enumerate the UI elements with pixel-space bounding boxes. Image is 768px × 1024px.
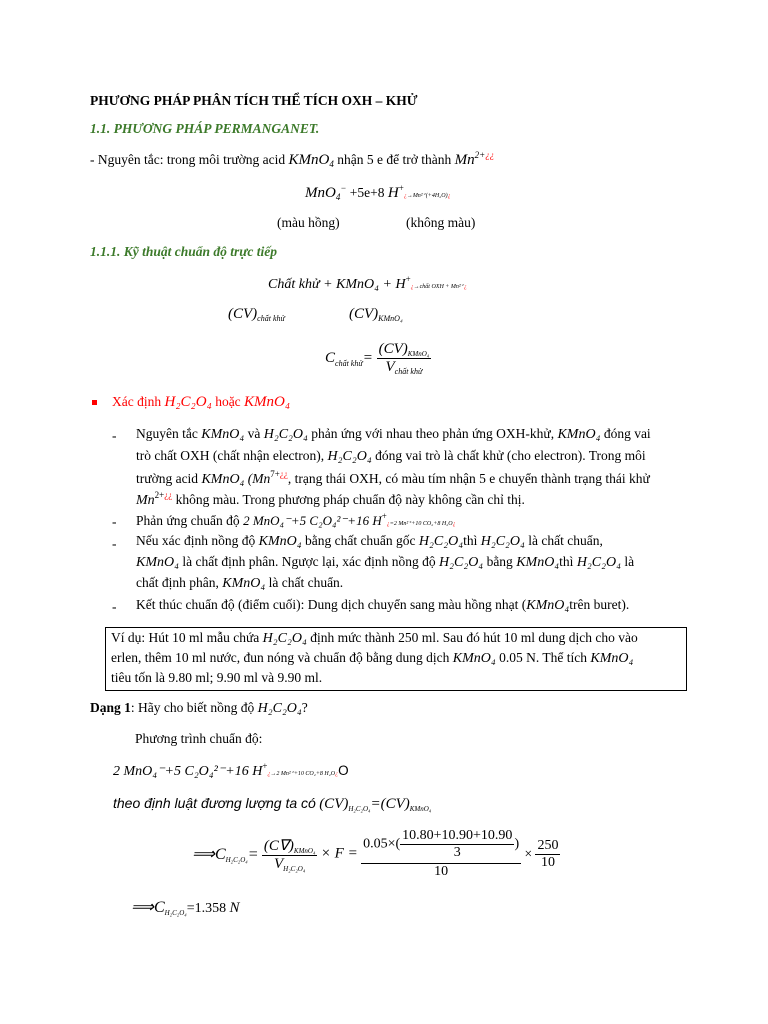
p2-line: Phản ứng chuẩn độ 2 MnO₄⁻+5 C₂O₄²⁻+16 H+¿=2 Mn²⁺+10 CO₂+8 H₂O¿: [136, 511, 456, 528]
bullet-kmno4: KMnO₄: [244, 394, 291, 410]
cv-reducer-sub: chất khử: [257, 314, 285, 323]
dash-2: -: [112, 514, 117, 529]
bullet-heading: [112, 394, 290, 411]
c-den-sub: chất khử: [394, 367, 423, 376]
cv-reducer: [228, 306, 285, 323]
equation-1: MnO$_4$− +5e+8 H+¿→Mn²⁺(+4H₂O)¿: [305, 183, 451, 202]
cv-kmno4-sub: KMnO₄: [378, 314, 403, 323]
principle-prefix: - Nguyên tắc: trong môi trường acid: [90, 152, 286, 167]
c-formula: $C_{chất khử}=$ $\frac{(CV)_{KMnO_4}}{V_{chất khử}}$: [325, 341, 430, 376]
equation-3: 2 MnO₄⁻+5 C₂O₄²⁻+16 H+¿→2 Mn²⁺+10 CO₂+8 H₂O¿O: [113, 761, 349, 779]
calc-fraction-2: 0.05×( $\frac{10.80+10.90+10.90}{3}$ ) 10: [363, 828, 520, 879]
ex-line1: Ví dụ: Hút 10 ml mẫu chứa H₂C₂O₄ định mức thành 250 ml. Sau đó hút 10 ml dung dịch cho vào: [111, 630, 638, 646]
eq1-tiny: Mn²⁺(+4H₂O): [412, 193, 448, 199]
eq1-h: H: [387, 185, 399, 201]
mn-text: Mn: [454, 152, 475, 168]
dang1-line: Dạng 1: Hãy cho biết nồng độ H₂C₂O₄?: [90, 700, 308, 716]
c-fraction: [377, 341, 432, 376]
eq1-left: MnO: [305, 185, 336, 201]
ex-line2: erlen, thêm 10 ml nước, đun nóng và chuẩn độ bằng dung dịch KMnO₄ 0.05 N. Thể tích KMnO₄: [111, 650, 634, 666]
p4-line: Kết thúc chuẩn độ (điểm cuối): Dung dịch chuyển sang màu hồng nhạt (KMnO₄trên buret).: [136, 597, 630, 613]
c-num-sub: KMnO₄: [407, 350, 430, 358]
principle-kmno4: KMnO$_4$: [288, 152, 334, 169]
ex-line3: tiêu tốn là 9.80 ml; 9.90 ml và 9.90 ml.: [111, 670, 323, 685]
equation-2: Chất khử + KMnO₄ + H+¿→chất OXH + Mn²⁺¿: [268, 274, 467, 292]
eq2-main: Chất khử + KMnO₄ + H: [268, 277, 406, 292]
eq-title: Phương trình chuẩn độ:: [135, 731, 263, 746]
cv-kmno4-text: (CV): [349, 306, 379, 322]
section-1-1-heading: 1.1. PHƯƠNG PHÁP PERMANGANET.: [90, 121, 320, 136]
color-none-label: (không màu): [406, 215, 476, 230]
c-num: (CV): [378, 341, 408, 357]
kmno4-text: KMnO: [288, 152, 330, 168]
c-den: V: [385, 359, 395, 375]
principle-mid: nhận 5 e để trở thành: [337, 152, 452, 167]
c-label: C: [325, 349, 336, 366]
bullet-h2c2o4: H₂C₂O₄: [164, 394, 212, 410]
red-bullet-icon: [92, 400, 97, 405]
principle-line: [90, 150, 494, 169]
result-line: $⟹C_{H_2C_2O_4}=1.358$ N: [131, 899, 240, 917]
cv-kmno4: [349, 306, 403, 323]
doc-title: PHƯƠNG PHÁP PHÂN TÍCH THỂ TÍCH OXH – KHỬ: [90, 93, 418, 108]
bullet-heading-text: Xác định: [112, 394, 162, 409]
p3-line3: chất định phân, KMnO₄ là chất chuẩn.: [136, 575, 344, 591]
p3-line1: Nếu xác định nồng độ KMnO₄ bằng chất chuẩn gốc H₂C₂O₄thì H₂C₂O₄ là chất chuẩn,: [136, 533, 603, 549]
dash-3: -: [112, 536, 117, 551]
dash-4: -: [112, 599, 117, 614]
p1-line3: trường acid KMnO₄ ($Mn^{7+¿¿}$, trạng thái OXH, có màu tím nhận 5 e chuyển thành trạng thái khử: [136, 469, 650, 487]
calc-fraction-3: $\frac{250}{10}$: [537, 837, 559, 870]
bullet-or: hoặc: [215, 394, 241, 409]
p1-line2: trò chất OXH (chất nhận electron), H₂C₂O₄ đóng vai trò là chất khử (cho electron). Trong môi: [136, 448, 646, 464]
section-1-1-1-heading: 1.1.1. Kỹ thuật chuẩn độ trực tiếp: [90, 244, 277, 259]
cv-reducer-text: (CV): [228, 306, 258, 322]
p3-line2: KMnO₄ là chất định phân. Ngược lại, xác định nồng độ H₂C₂O₄ bằng KMnO₄thì H₂C₂O₄ là: [136, 554, 635, 570]
p1-line4: $Mn^{2+¿¿}$ không màu. Trong phương pháp chuẩn độ này không cần chỉ thị.: [136, 490, 525, 508]
calc-line: ⟹CH₂C₂O₄= $\frac{(C\nabla)_{KMnO_4}}{V_{H_2C_2O_4}}$ × F = 0.05×( $\frac{10.80+10.90+10.90}{3}$ ) 10 × $\frac{250}{10}$: [192, 828, 559, 879]
principle-mn: $Mn^{2+¿¿}$: [454, 150, 495, 168]
dash-1: -: [112, 428, 117, 443]
color-pink-label: (màu hồng): [277, 215, 340, 230]
theo-line: theo định luật đương lượng ta có $(CV)_{H_2C_2O_4}=(CV)_{KMnO_4}$: [113, 795, 432, 813]
eq1-mid: +5e+8: [349, 185, 385, 200]
calc-fraction-1: $\frac{(C\nabla)_{KMnO_4}}{V_{H_2C_2O_4}}$: [263, 837, 316, 873]
c-sub: chất khử: [335, 358, 363, 368]
p1-line1: Nguyên tắc KMnO₄ và H₂C₂O₄ phản ứng với nhau theo phản ứng OXH-khử, KMnO₄ đóng vai: [136, 426, 651, 442]
eq2-tiny: chất OXH + Mn²⁺: [419, 284, 464, 290]
